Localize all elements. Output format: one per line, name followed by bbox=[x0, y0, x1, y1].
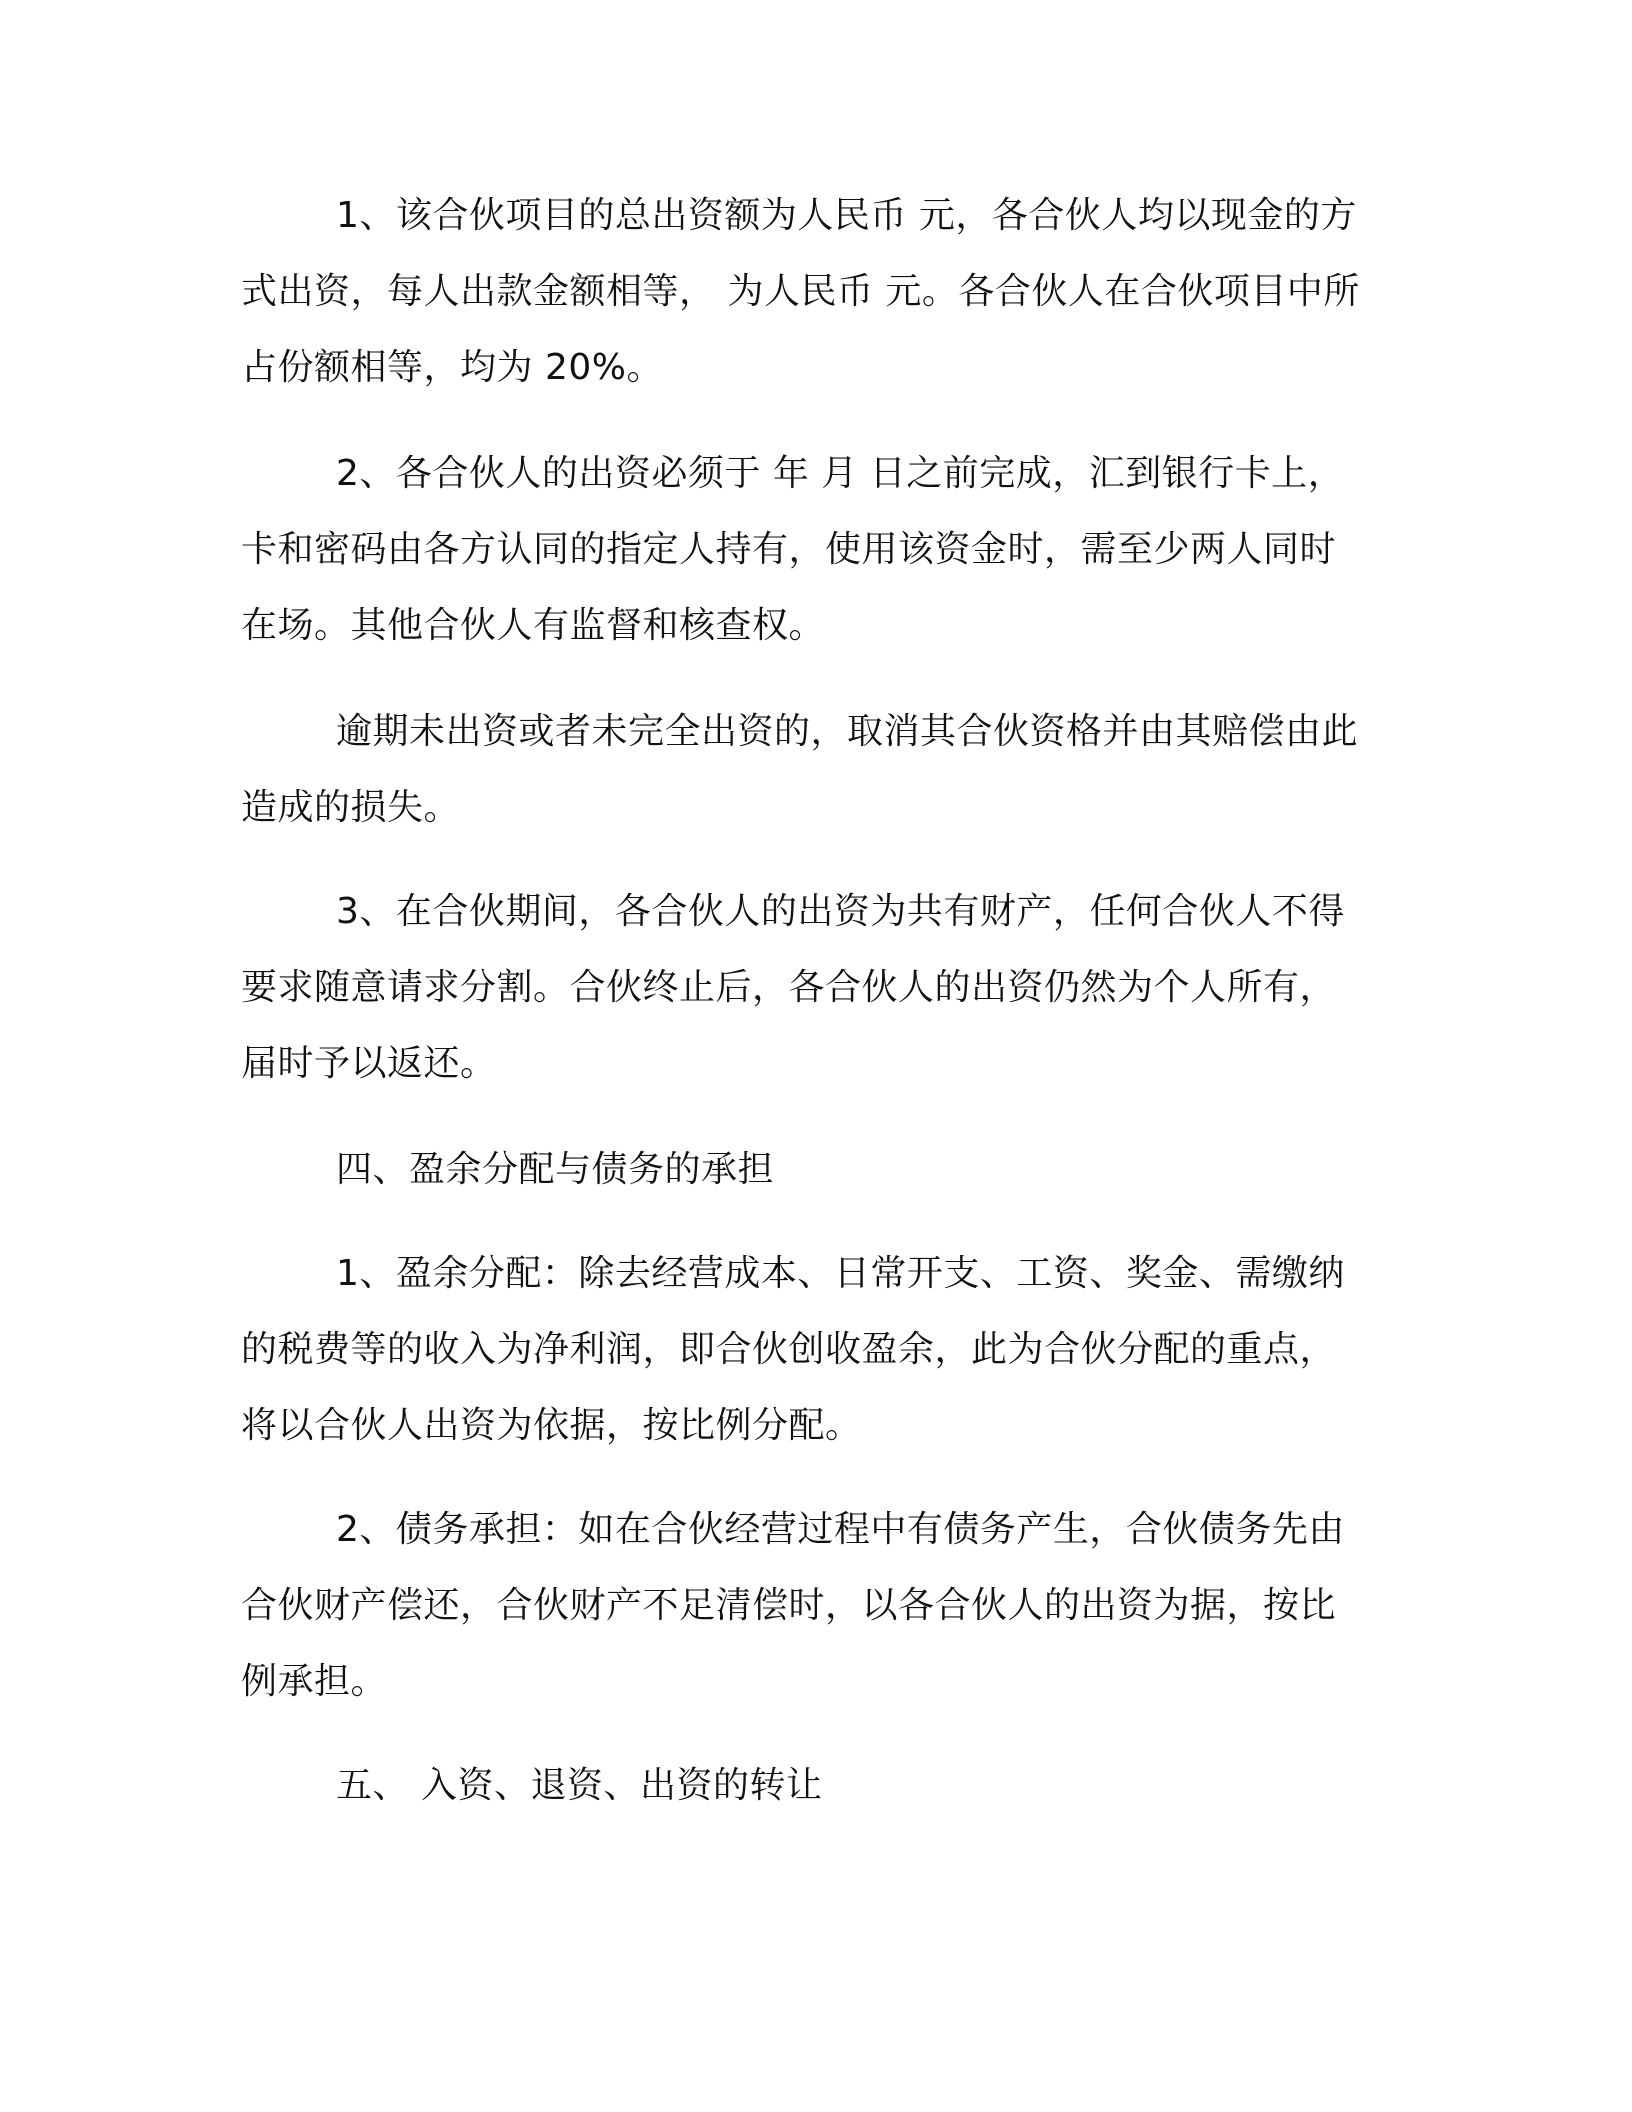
paragraph-6-line-3: 例承担。 bbox=[241, 1661, 388, 1702]
paragraph-5-line-2: 的税费等的收入为净利润，即合伙创收盈余，此为合伙分配的重点， bbox=[241, 1329, 1337, 1370]
paragraph-2-line-3: 在场。其他合伙人有监督和核查权。 bbox=[241, 605, 826, 646]
paragraph-1-line-3: 占份额相等，均为 20%。 bbox=[241, 347, 663, 388]
paragraph-5-line-1: 1、盈余分配：除去经营成本、日常开支、工资、奖金、需缴纳 bbox=[336, 1253, 1345, 1294]
paragraph-4-line-2: 要求随意请求分割。合伙终止后，各合伙人的出资仍然为个人所有， bbox=[241, 967, 1337, 1008]
paragraph-4-line-1: 3、在合伙期间，各合伙人的出资为共有财产，任何合伙人不得 bbox=[336, 891, 1345, 932]
paragraph-4-line-3: 届时予以返还。 bbox=[241, 1043, 497, 1084]
paragraph-2-line-2: 卡和密码由各方认同的指定人持有，使用该资金时，需至少两人同时 bbox=[241, 529, 1337, 570]
section-heading-4: 四、盈余分配与债务的承担 bbox=[336, 1149, 775, 1190]
paragraph-1-line-1: 1、该合伙项目的总出资额为人民币 元，各合伙人均以现金的方 bbox=[336, 195, 1357, 236]
paragraph-6-line-2: 合伙财产偿还，合伙财产不足清偿时，以各合伙人的出资为据，按比 bbox=[241, 1585, 1337, 1626]
paragraph-5-line-3: 将以合伙人出资为依据，按比例分配。 bbox=[241, 1405, 862, 1446]
section-heading-5: 五、 入资、退资、出资的转让 bbox=[336, 1765, 823, 1806]
paragraph-3-line-2: 造成的损失。 bbox=[241, 787, 461, 828]
paragraph-2-line-1: 2、各合伙人的出资必须于 年 月 日之前完成，汇到银行卡上， bbox=[336, 453, 1345, 494]
paragraph-6-line-1: 2、债务承担：如在合伙经营过程中有债务产生，合伙债务先由 bbox=[336, 1509, 1345, 1550]
paragraph-1-line-2: 式出资，每人出款金额相等， 为人民币 元。各合伙人在合伙项目中所 bbox=[241, 271, 1360, 312]
paragraph-3-line-1: 逾期未出资或者未完全出资的，取消其合伙资格并由其赔偿由此 bbox=[336, 711, 1359, 752]
